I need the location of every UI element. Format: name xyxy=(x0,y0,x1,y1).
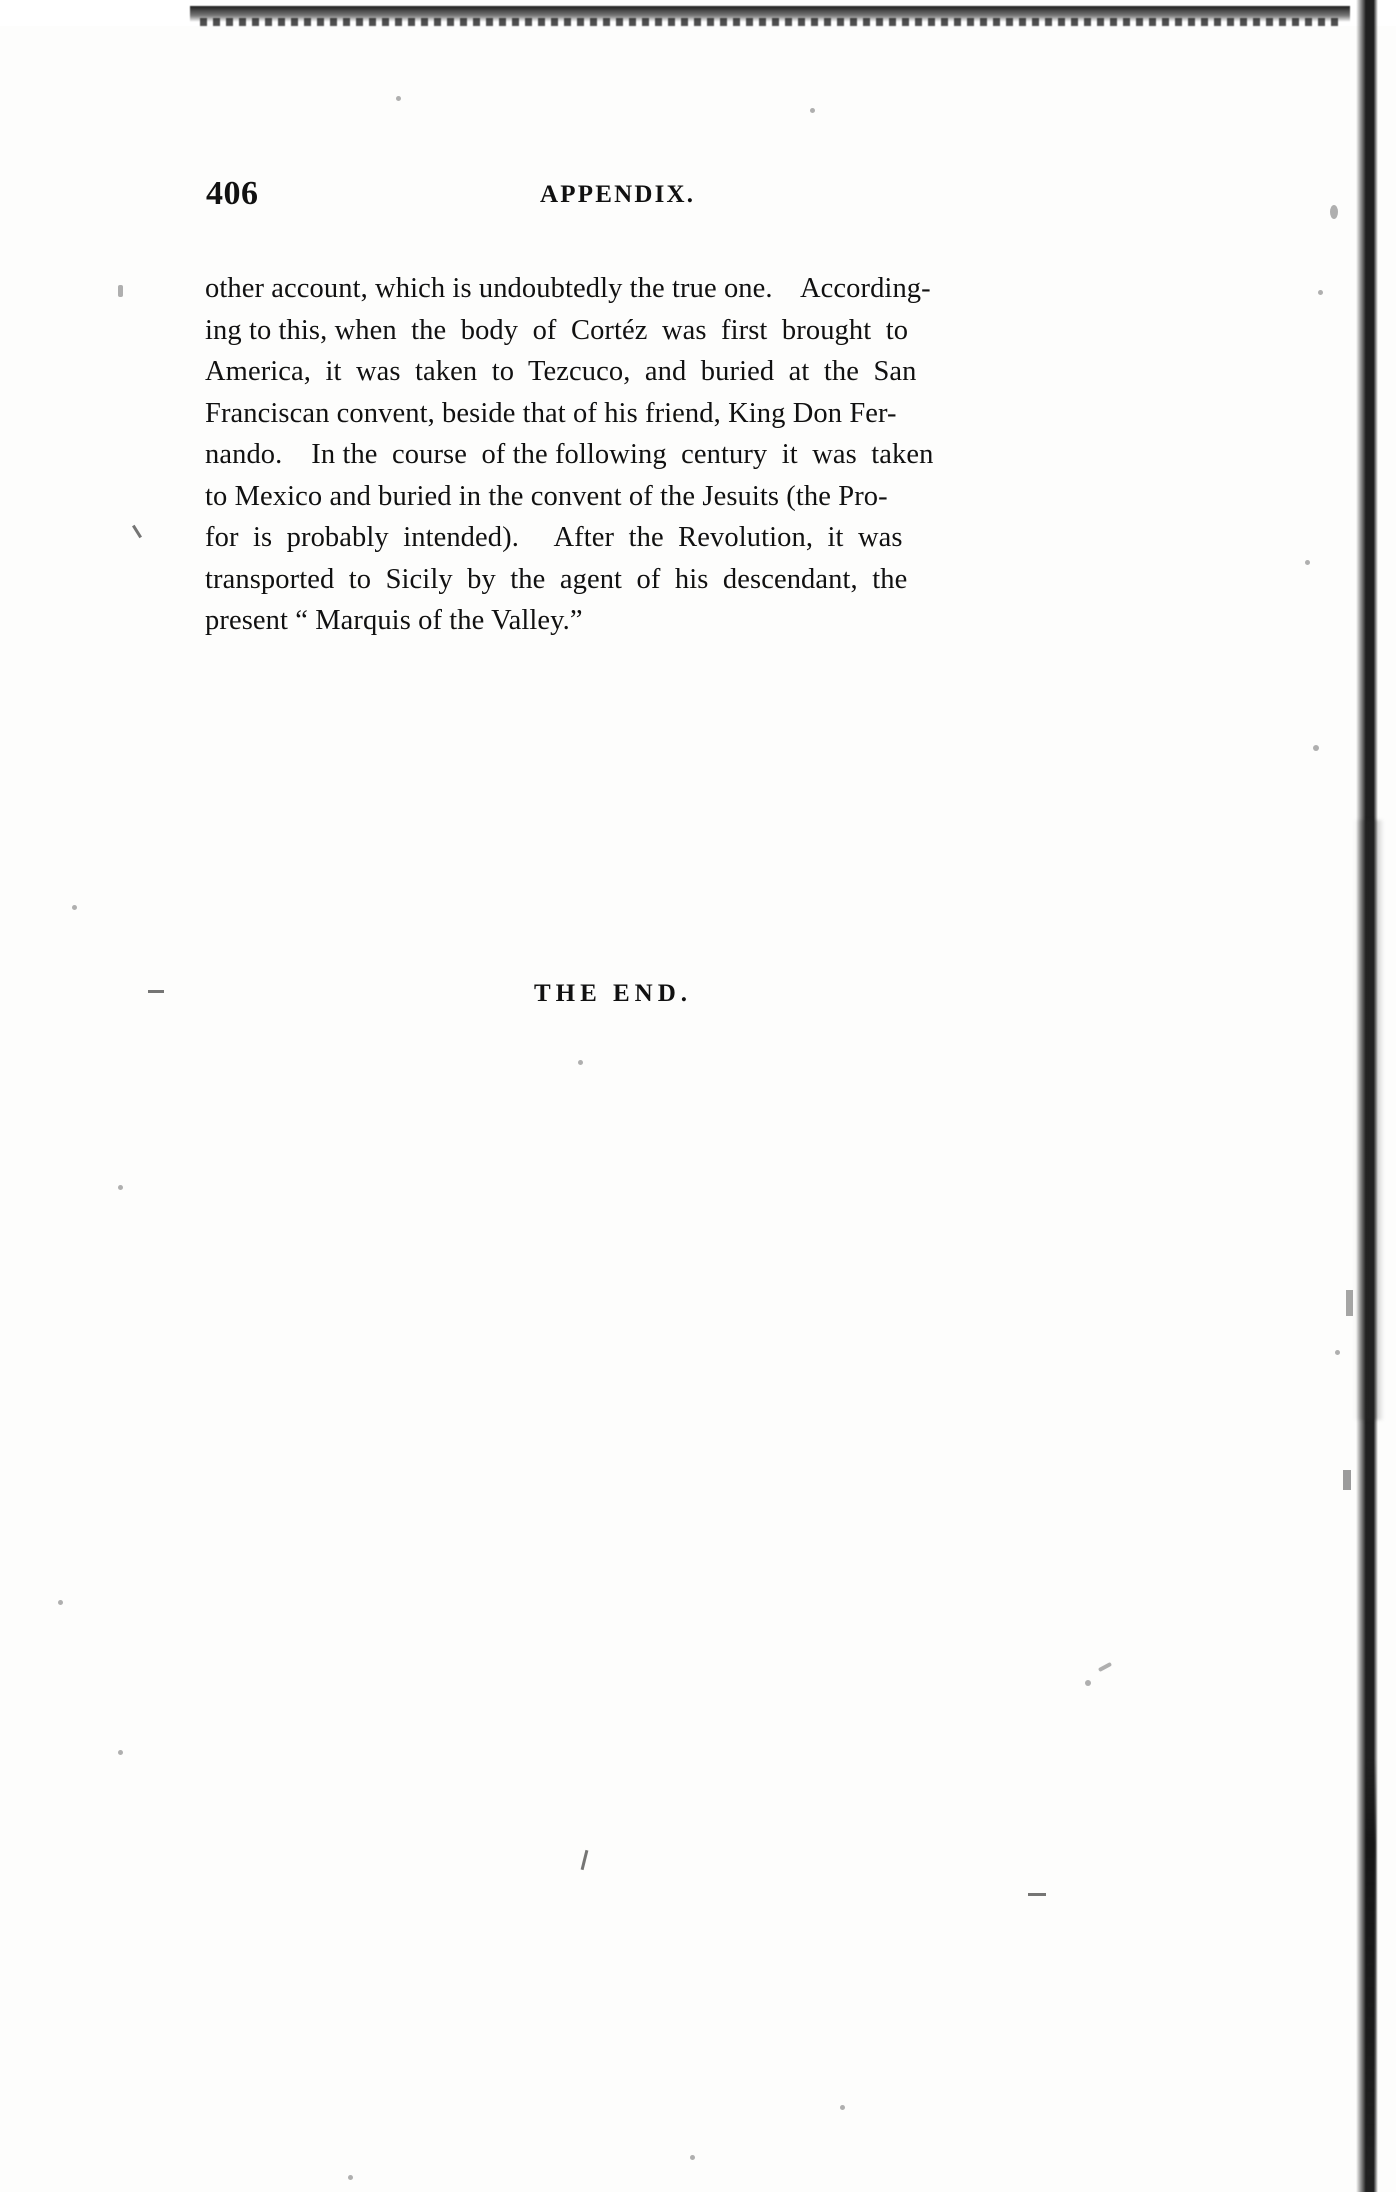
page-speck xyxy=(118,1185,123,1190)
page-speck xyxy=(1335,1350,1340,1355)
page-speck xyxy=(840,2105,845,2110)
page-speck xyxy=(118,1750,123,1755)
page-speck xyxy=(1085,1680,1091,1686)
page-speck xyxy=(72,905,77,910)
page-speck xyxy=(690,2155,695,2160)
page-pen-tick xyxy=(1028,1893,1046,1896)
page-header xyxy=(200,175,1200,215)
body-line: other account, which is undoubtedly the true one. According- xyxy=(205,273,931,304)
page-speck xyxy=(348,2175,353,2180)
page-speck xyxy=(578,1060,583,1065)
end-marker: THE END. xyxy=(533,980,693,1007)
page-speck xyxy=(1318,290,1323,295)
scan-edge-right-lower-shadow xyxy=(1366,1760,1376,2180)
running-head: APPENDIX. xyxy=(540,181,696,208)
page-speck xyxy=(1305,560,1310,565)
body-line: ing to this, when the body of Cortéz was first brought to xyxy=(205,314,909,346)
body-line: Franciscan convent, beside that of his friend, King Don Fer- xyxy=(205,397,897,429)
page-pen-tick xyxy=(1346,1290,1353,1316)
page-speck xyxy=(58,1600,63,1605)
page-pen-tick xyxy=(581,1850,589,1870)
body-line: for is probably intended). After the Revolution, it was xyxy=(205,522,903,553)
page-speck xyxy=(1330,205,1338,219)
page-pen-tick xyxy=(132,525,142,538)
page-speck xyxy=(1098,1662,1112,1672)
page-number: 406 xyxy=(206,175,259,212)
body-line: to Mexico and buried in the convent of the Jesuits (the Pro- xyxy=(205,480,888,512)
page-speck xyxy=(118,285,123,297)
body-line: present “ Marquis of the Valley.” xyxy=(205,605,583,636)
page-speck xyxy=(1313,745,1319,751)
page-speck xyxy=(396,96,401,101)
scan-edge-top-speckle-band xyxy=(200,18,1340,26)
page-pen-tick xyxy=(1343,1470,1351,1490)
body-line: transported to Sicily by the agent of his descendant, the xyxy=(205,563,908,595)
scan-edge-right-soft-shadow xyxy=(1354,820,1384,1420)
body-line: nando. In the course of the following century it was taken xyxy=(205,439,934,470)
page-speck xyxy=(810,108,815,113)
body-text-block xyxy=(205,268,1220,642)
body-line: America, it was taken to Tezcuco, and buried at the San xyxy=(205,356,917,387)
